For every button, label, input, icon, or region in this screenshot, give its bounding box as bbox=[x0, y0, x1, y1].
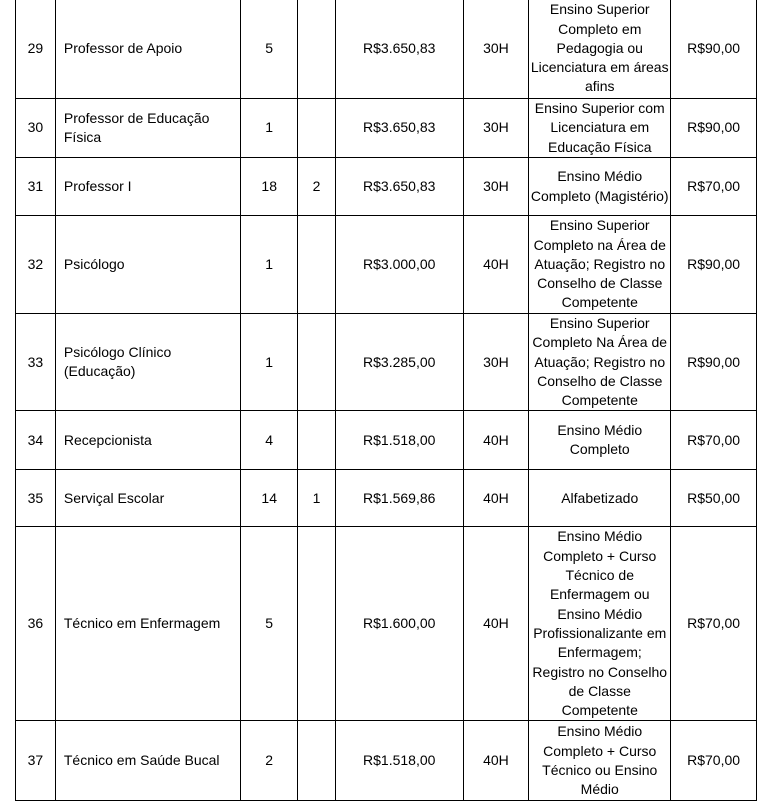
table-row bbox=[16, 0, 757, 99]
vacancies-cell: 5 bbox=[241, 0, 298, 99]
table-row bbox=[16, 411, 757, 470]
fee-cell: R$70,00 bbox=[671, 158, 757, 216]
vacancies-cell: 4 bbox=[241, 411, 298, 470]
row-number-cell: 34 bbox=[16, 411, 56, 470]
requirement-cell: Ensino Médio Completo + Curso Técnico ou Ensino Médio bbox=[529, 721, 671, 801]
row-number-cell: 33 bbox=[16, 314, 56, 411]
positions-table bbox=[15, 0, 757, 801]
vacancies-cell: 18 bbox=[241, 158, 298, 216]
position-name-cell: Técnico em Saúde Bucal bbox=[55, 721, 240, 801]
table-row bbox=[16, 99, 757, 158]
row-number-cell: 31 bbox=[16, 158, 56, 216]
position-name-cell: Psicólogo bbox=[55, 216, 240, 314]
position-name-cell: Professor de Educação Física bbox=[55, 99, 240, 158]
vacancies-cell: 14 bbox=[241, 470, 298, 527]
reserve-count-cell bbox=[298, 721, 336, 801]
reserve-count-cell bbox=[298, 99, 336, 158]
table-row bbox=[16, 470, 757, 527]
position-name-cell: Recepcionista bbox=[55, 411, 240, 470]
requirement-cell: Ensino Superior Completo em Pedagogia ou Licenciatura em áreas afins bbox=[529, 0, 671, 99]
workload-cell: 40H bbox=[463, 527, 529, 721]
fee-cell: R$90,00 bbox=[671, 216, 757, 314]
salary-cell: R$1.518,00 bbox=[335, 411, 463, 470]
table-row bbox=[16, 721, 757, 801]
reserve-count-cell bbox=[298, 0, 336, 99]
position-name-cell: Serviçal Escolar bbox=[55, 470, 240, 527]
table-row bbox=[16, 527, 757, 721]
vacancies-cell: 5 bbox=[241, 527, 298, 721]
fee-cell: R$70,00 bbox=[671, 411, 757, 470]
workload-cell: 40H bbox=[463, 216, 529, 314]
table-row bbox=[16, 216, 757, 314]
row-number-cell: 35 bbox=[16, 470, 56, 527]
salary-cell: R$3.650,83 bbox=[335, 158, 463, 216]
salary-cell: R$1.600,00 bbox=[335, 527, 463, 721]
vacancies-cell: 2 bbox=[241, 721, 298, 801]
requirement-cell: Ensino Médio Completo (Magistério) bbox=[529, 158, 671, 216]
workload-cell: 40H bbox=[463, 721, 529, 801]
table-row bbox=[16, 158, 757, 216]
position-name-cell: Professor de Apoio bbox=[55, 0, 240, 99]
requirement-cell: Ensino Superior com Licenciatura em Educação Física bbox=[529, 99, 671, 158]
salary-cell: R$3.650,83 bbox=[335, 0, 463, 99]
salary-cell: R$1.518,00 bbox=[335, 721, 463, 801]
fee-cell: R$50,00 bbox=[671, 470, 757, 527]
requirement-cell: Ensino Médio Completo + Curso Técnico de Enfermagem ou Ensino Médio Profissionalizante em Enfermagem; Registro no Conselho de Classe Competente bbox=[529, 527, 671, 721]
position-name-cell: Psicólogo Clínico (Educação) bbox=[55, 314, 240, 411]
row-number-cell: 36 bbox=[16, 527, 56, 721]
workload-cell: 30H bbox=[463, 99, 529, 158]
requirement-cell: Ensino Superior Completo na Área de Atuação; Registro no Conselho de Classe Competente bbox=[529, 216, 671, 314]
fee-cell: R$70,00 bbox=[671, 721, 757, 801]
row-number-cell: 37 bbox=[16, 721, 56, 801]
fee-cell: R$90,00 bbox=[671, 99, 757, 158]
vacancies-cell: 1 bbox=[241, 99, 298, 158]
position-name-cell: Professor I bbox=[55, 158, 240, 216]
requirement-cell: Ensino Superior Completo Na Área de Atuação; Registro no Conselho de Classe Competente bbox=[529, 314, 671, 411]
workload-cell: 40H bbox=[463, 470, 529, 527]
table-row bbox=[16, 314, 757, 411]
reserve-count-cell bbox=[298, 527, 336, 721]
workload-cell: 30H bbox=[463, 0, 529, 99]
salary-cell: R$3.000,00 bbox=[335, 216, 463, 314]
workload-cell: 40H bbox=[463, 411, 529, 470]
workload-cell: 30H bbox=[463, 158, 529, 216]
row-number-cell: 30 bbox=[16, 99, 56, 158]
row-number-cell: 29 bbox=[16, 0, 56, 99]
vacancies-cell: 1 bbox=[241, 216, 298, 314]
salary-cell: R$3.285,00 bbox=[335, 314, 463, 411]
requirement-cell: Alfabetizado bbox=[529, 470, 671, 527]
reserve-count-cell bbox=[298, 216, 336, 314]
salary-cell: R$1.569,86 bbox=[335, 470, 463, 527]
row-number-cell: 32 bbox=[16, 216, 56, 314]
vacancies-cell: 1 bbox=[241, 314, 298, 411]
requirement-cell: Ensino Médio Completo bbox=[529, 411, 671, 470]
reserve-count-cell bbox=[298, 411, 336, 470]
fee-cell: R$70,00 bbox=[671, 527, 757, 721]
reserve-count-cell: 2 bbox=[298, 158, 336, 216]
salary-cell: R$3.650,83 bbox=[335, 99, 463, 158]
workload-cell: 30H bbox=[463, 314, 529, 411]
position-name-cell: Técnico em Enfermagem bbox=[55, 527, 240, 721]
reserve-count-cell bbox=[298, 314, 336, 411]
fee-cell: R$90,00 bbox=[671, 0, 757, 99]
fee-cell: R$90,00 bbox=[671, 314, 757, 411]
reserve-count-cell: 1 bbox=[298, 470, 336, 527]
